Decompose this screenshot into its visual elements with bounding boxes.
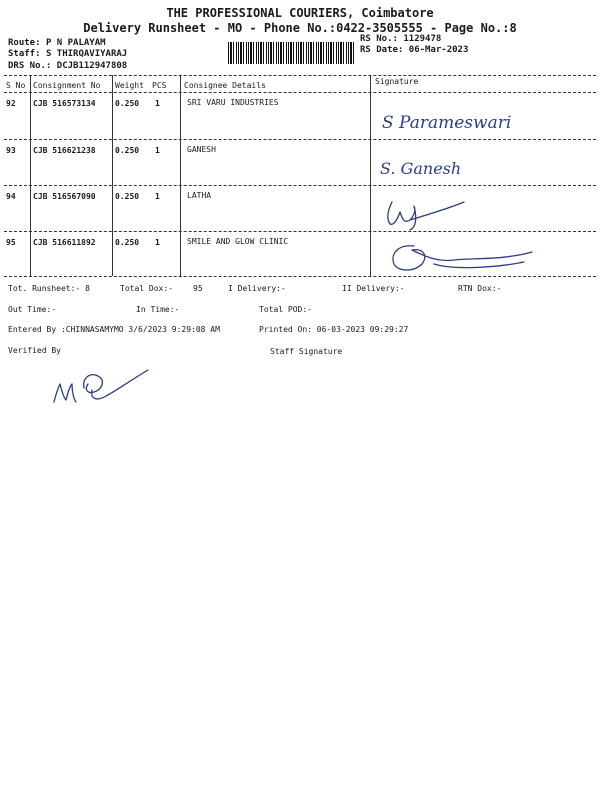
table-top-rule xyxy=(4,75,596,76)
col-header-sno: S No xyxy=(6,81,26,90)
total-dox-label: Total Dox:- xyxy=(120,284,173,293)
in-time-label: In Time:- xyxy=(136,305,180,314)
rs-date-line xyxy=(360,45,468,55)
total-dox-value: 95 xyxy=(193,284,203,293)
signature-row-92 xyxy=(378,104,518,138)
table-row-pcs: 1 xyxy=(155,99,160,108)
runsheet-subtitle: Delivery Runsheet - MO - Phone No.:0422-3505555 - Page No.:8 xyxy=(83,21,517,35)
verifier-signature xyxy=(48,360,158,410)
row-rule xyxy=(4,185,596,186)
column-divider xyxy=(112,75,113,276)
route-label: Route: xyxy=(8,38,41,48)
table-row-consignment: CJB 516573134 xyxy=(33,99,96,108)
table-row-weight: 0.250 xyxy=(115,146,140,155)
table-row-consignment: CJB 516621238 xyxy=(33,146,96,155)
company-title: THE PROFESSIONAL COURIERS, Coimbatore xyxy=(166,6,434,20)
col-header-pcs: PCS xyxy=(152,81,167,90)
table-row-consignee: GANESH xyxy=(187,145,216,154)
svg-text:S. Ganesh: S. Ganesh xyxy=(380,159,462,178)
rs-no-value: 1129478 xyxy=(403,34,442,44)
signature-row-93 xyxy=(378,150,498,184)
table-row-sno: 93 xyxy=(6,146,16,155)
route-line xyxy=(8,38,106,48)
rs-date-label: RS Date: xyxy=(360,45,404,55)
table-row-sno: 94 xyxy=(6,192,16,201)
signature-row-95 xyxy=(384,236,534,276)
table-row-sno: 92 xyxy=(6,99,16,108)
table-row-consignment: CJB 516611892 xyxy=(33,238,96,247)
out-time-label: Out Time:- xyxy=(8,305,57,314)
staff-signature-label: Staff Signature xyxy=(270,347,343,356)
signature-row-94 xyxy=(380,196,480,232)
table-row-weight: 0.250 xyxy=(115,99,140,108)
verified-by-label: Verified By xyxy=(8,346,61,355)
table-row-consignee: LATHA xyxy=(187,191,212,200)
rs-date-value: 06-Mar-2023 xyxy=(408,45,469,55)
staff-label: Staff: xyxy=(8,49,41,59)
table-row-consignee: SRI VARU INDUSTRIES xyxy=(187,98,279,107)
column-divider xyxy=(30,75,31,276)
printed-on: Printed On: 06-03-2023 09:29:27 xyxy=(259,325,409,334)
svg-text:S Parameswari: S Parameswari xyxy=(382,113,512,133)
total-pod-label: Total POD:- xyxy=(259,305,312,314)
table-bottom-rule xyxy=(4,276,596,277)
rs-no-label: RS No.: xyxy=(360,34,398,44)
rtn-dox-label: RTN Dox:- xyxy=(458,284,502,293)
rs-no-line xyxy=(360,34,441,44)
total-runsheet: Tot. Runsheet:- 8 xyxy=(8,284,90,293)
route-value: P N PALAYAM xyxy=(45,38,106,48)
barcode-image xyxy=(228,42,354,64)
column-divider xyxy=(180,75,181,276)
table-row-weight: 0.250 xyxy=(115,238,140,247)
table-row-sno: 95 xyxy=(6,238,16,247)
drs-line xyxy=(8,61,127,71)
table-row-pcs: 1 xyxy=(155,238,160,247)
row-rule xyxy=(4,139,596,140)
table-row-pcs: 1 xyxy=(155,146,160,155)
row-rule xyxy=(4,231,596,232)
table-header-rule xyxy=(4,92,596,93)
table-row-pcs: 1 xyxy=(155,192,160,201)
staff-line xyxy=(8,49,127,59)
drs-value: DCJB112947808 xyxy=(56,61,128,71)
col-header-signature: Signature xyxy=(375,77,419,86)
staff-value: S THIRQAVIYARAJ xyxy=(45,49,128,59)
col-header-consignment: Consignment No xyxy=(33,81,101,90)
drs-label: DRS No.: xyxy=(8,61,52,71)
column-divider xyxy=(370,75,371,276)
ii-delivery-label: II Delivery:- xyxy=(342,284,405,293)
entered-by: Entered By :CHINNASAMYMO 3/6/2023 9:29:08 AM xyxy=(8,325,220,334)
col-header-consignee: Consignee Details xyxy=(184,81,266,90)
i-delivery-label: I Delivery:- xyxy=(228,284,286,293)
table-row-consignment: CJB 516567090 xyxy=(33,192,96,201)
table-row-weight: 0.250 xyxy=(115,192,140,201)
col-header-weight: Weight xyxy=(115,81,144,90)
table-row-consignee: SMILE AND GLOW CLINIC xyxy=(187,237,289,246)
